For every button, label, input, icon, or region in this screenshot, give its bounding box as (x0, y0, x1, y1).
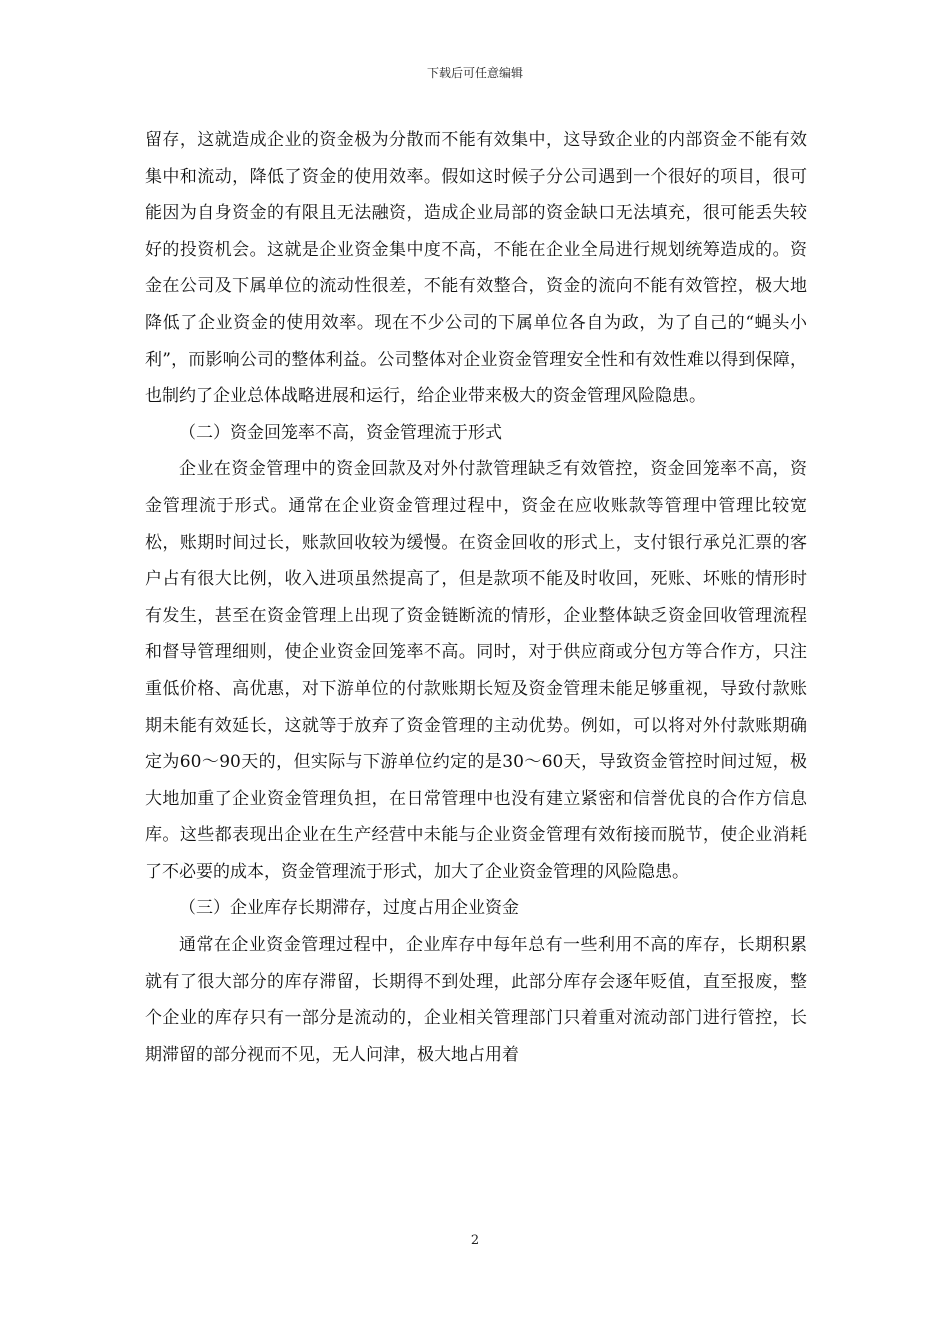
page-header: 下载后可任意编辑 (426, 66, 523, 80)
body-paragraph: 企业在资金管理中的资金回款及对外付款管理缺乏有效管控，资金回笼率不高，资金管理流于形式。通常在企业资金管理过程中，资金在应收账款等管理中管理比较宽松，账期时间过长，账款回收较为缓慢。在资金回收的形式上，支付银行承兑汇票的客户占有很大比例，收入进项虽然提高了，但是款项不能及时收回，死账、坏账的情形时有发生，甚至在资金管理上出现了资金链断流的情形，企业整体缺乏资金回收管理流程和督导管理细则，使企业资金回笼率不高。同时，对于供应商或分包方等合作方，只注重低价格、高优惠，对下游单位的付款账期长短及资金管理未能足够重视，导致付款账期未能有效延长，这就等于放弃了资金管理的主动优势。例如，可以将对外付款账期确定为60～90天的，但实际与下游单位约定的是30～60天，导致资金管控时间过短，极大地加重了企业资金管理负担，在日常管理中也没有建立紧密和信誉优良的合作方信息库。这些都表现出企业在生产经营中未能与企业资金管理有效衔接而脱节，使企业消耗了不必要的成本，资金管理流于形式，加大了企业资金管理的风险隐患。 (145, 459, 807, 882)
section-heading-3: （三）企业库存长期滞存，过度占用企业资金 (179, 898, 519, 919)
body-paragraph: 通常在企业资金管理过程中，企业库存中每年总有一些利用不高的库存，长期积累就有了很大部分的库存滞留，长期得不到处理，此部分库存会逐年贬值，直至报废，整个企业的库存只有一部分是流动的，企业相关管理部门只着重对流动部门进行管控，长期滞留的部分视而不见，无人问津，极大地占用着 (145, 935, 807, 1065)
page-number: 2 (470, 1233, 480, 1248)
section-heading-2: （二）资金回笼率不高，资金管理流于形式 (179, 422, 502, 443)
body-paragraph-continuation: 留存，这就造成企业的资金极为分散而不能有效集中，这导致企业的内部资金不能有效集中和流动，降低了资金的使用效率。假如这时候子分公司遇到一个很好的项目，很可能因为自身资金的有限且无法融资，造成企业局部的资金缺口无法填充，很可能丢失较好的投资机会。这就是企业资金集中度不高，不能在企业全局进行规划统筹造成的。资金在公司及下属单位的流动性很差，不能有效整合，资金的流向不能有效管控，极大地降低了企业资金的使用效率。现在不少公司的下属单位各自为政，为了自己的“蝇头小利”，而影响公司的整体利益。公司整体对企业资金管理安全性和有效性难以得到保障，也制约了企业总体战略进展和运行，给企业带来极大的资金管理风险隐患。 (145, 130, 807, 407)
document-body (145, 122, 807, 1073)
